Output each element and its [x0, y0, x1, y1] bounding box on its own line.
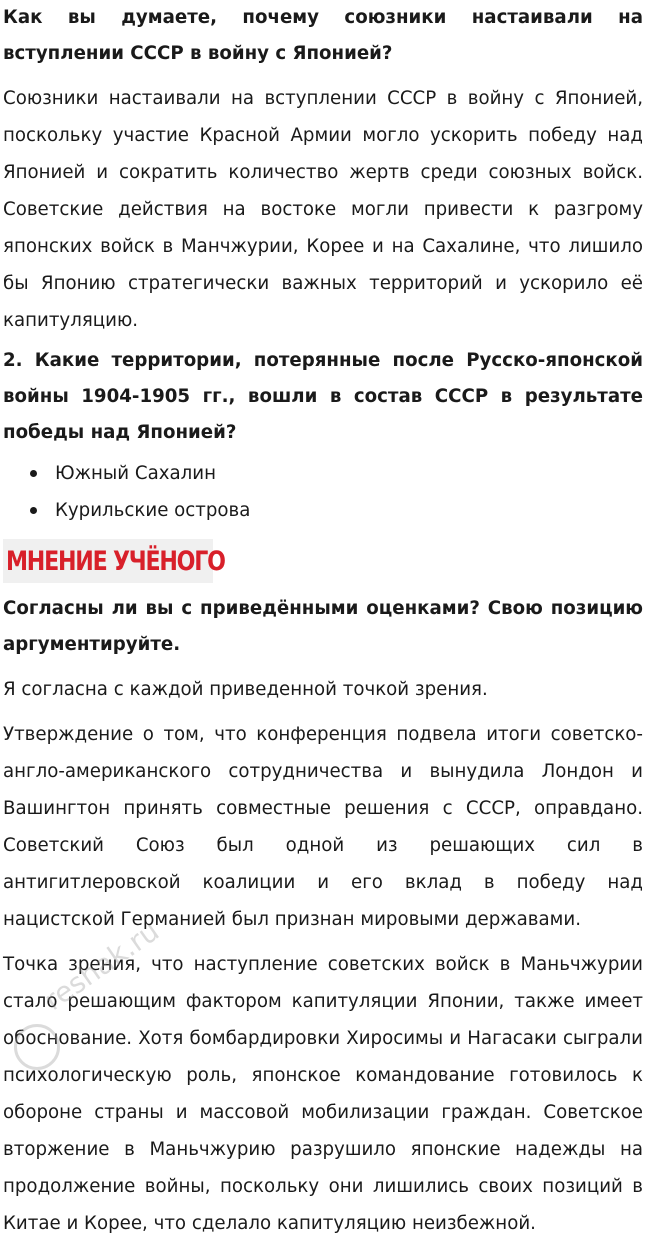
bullet-icon — [30, 470, 37, 477]
list-item-label: Курильские острова — [55, 500, 251, 521]
answer-3-paragraph-1: Утверждение о том, что конференция подвела итоги советско-англо-американского сотрудничества и вынудила Лондон и Вашингтон принять совместные решения с СССР, оправдано. Советский Союз был одной из решающих сил в антигитлеровской коалиции и его вклад в победу над нацистской Германией был признан мировыми державами. — [3, 724, 643, 930]
list-item-label: Южный Сахалин — [55, 463, 216, 484]
question-3: Согласны ли вы с приведёнными оценками? Свою позицию аргументируйте. — [3, 598, 643, 655]
list-item — [3, 492, 643, 529]
list-item — [3, 455, 643, 492]
territories-list — [3, 455, 643, 529]
section-banner-label: МНЕНИЕ УЧЁНОГО — [6, 545, 225, 577]
answer-3-paragraph-2: Точка зрения, что наступление советских войск в Маньчжурии стало решающим фактором капитуляции Японии, также имеет обоснование. Хотя бомбардировки Хиросимы и Нагасаки сыграли психологическую роль, японское командование готовилось к обороне страны и массовой мобилизации граждан. Советское вторжение в Маньчжурию разрушило японские надежды на продолжение войны, поскольку они лишились своих позиций в Китае и Корее, что сделало капитуляцию неизбежной. — [3, 954, 643, 1234]
watermark-text: reshak.ru — [38, 914, 166, 1018]
question-2: 2. Какие территории, потерянные после Русско-японской войны 1904-1905 гг., вошли в состав СССР в результате победы над Японией? — [3, 350, 643, 443]
section-banner — [3, 539, 225, 583]
answer-1: Союзники настаивали на вступлении СССР в войну с Японией, поскольку участие Красной Армии могло ускорить победу над Японией и сократить количество жертв среди союзных войск. Советские действия на востоке могли привести к разгрому японских войск в Манчжурии, Корее и на Сахалине, что лишило бы Японию стратегически важных территорий и ускорило её капитуляцию. — [3, 88, 643, 331]
bullet-icon — [30, 507, 37, 514]
answer-3-intro: Я согласна с каждой приведенной точкой зрения. — [3, 679, 488, 700]
question-1: Как вы думаете, почему союзники настаивали на вступлении СССР в войну с Японией? — [3, 7, 643, 64]
